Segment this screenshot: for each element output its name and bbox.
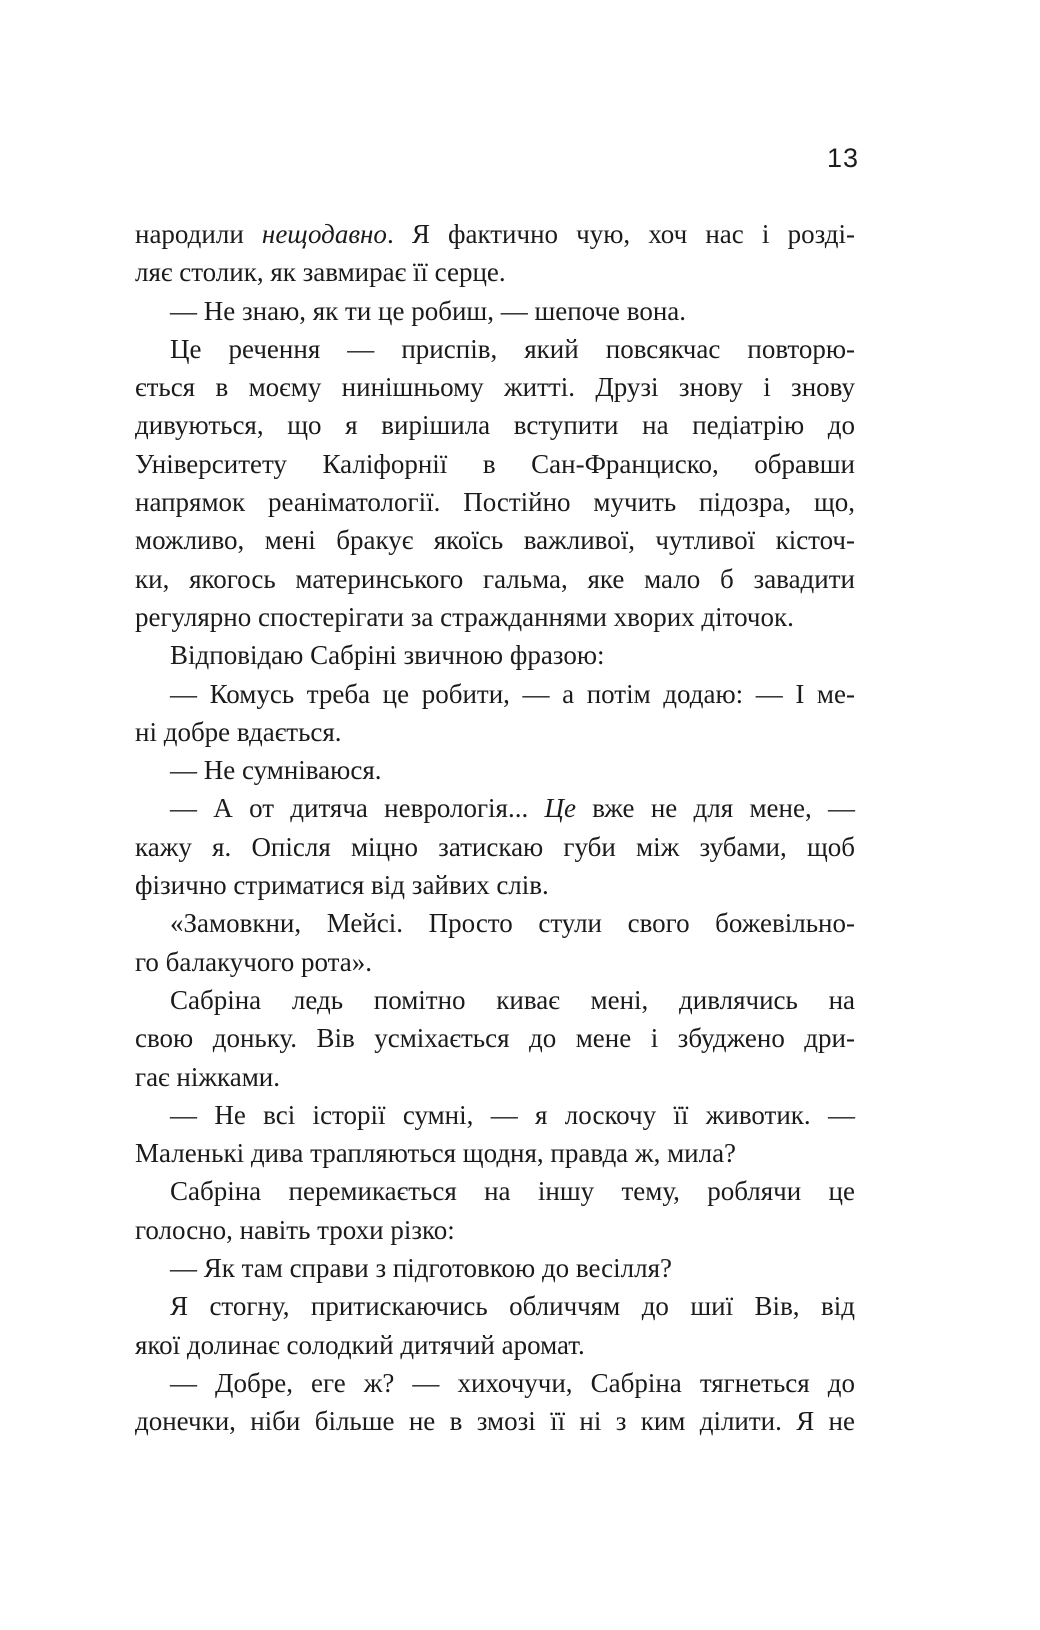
text-segment: . Я фактично чую, хоч нас і розді-	[386, 219, 855, 249]
text-line	[135, 1172, 855, 1210]
text-segment: Сабріна перемикається на іншу тему, роблячи це	[170, 1176, 855, 1207]
text-segment: донечки, ніби більше не в змозі її ні з ким ділити. Я не	[135, 1406, 855, 1437]
text-line	[135, 215, 855, 253]
italic-text-segment: нещодавно	[261, 219, 387, 249]
text-segment: — А от дитяча неврологія...	[170, 793, 545, 824]
text-line	[135, 598, 855, 636]
text-segment: — Комусь треба це робити, — а потім додаю: — І ме-	[170, 678, 855, 709]
text-line	[135, 368, 855, 406]
text-segment: го балакучого рота».	[135, 946, 373, 977]
text-segment: регулярно спостерігати за стражданнями хворих діточок.	[135, 601, 794, 632]
text-line	[135, 636, 855, 674]
text-segment: ки, якогось материнського гальма, яке мало б завадити	[135, 563, 855, 594]
text-line	[135, 1402, 855, 1440]
text-line	[135, 1134, 855, 1172]
text-line	[135, 1287, 855, 1325]
text-line	[135, 866, 855, 904]
text-line	[135, 1249, 855, 1287]
text-segment: вже не для мене, —	[576, 793, 855, 824]
text-line	[135, 1364, 855, 1402]
text-segment: якої долинає солодкий дитячий аромат.	[135, 1329, 585, 1360]
text-segment: Сабріна ледь помітно киває мені, дивлячись на	[170, 984, 855, 1015]
text-line	[135, 560, 855, 598]
text-line	[135, 1211, 855, 1249]
text-line	[135, 751, 855, 789]
text-segment: голосно, навіть трохи різко:	[135, 1214, 455, 1245]
text-segment: дивуються, що я вирішила вступити на педіатрію до	[135, 410, 855, 441]
text-line	[135, 253, 855, 291]
text-segment: Відповідаю Сабріні звичною фразою:	[170, 640, 605, 671]
text-segment: — Не сумніваюся.	[170, 755, 382, 786]
text-segment: Маленькі дива трапляються щодня, правда ж, мила?	[135, 1138, 737, 1169]
text-line	[135, 981, 855, 1019]
text-line	[135, 445, 855, 483]
text-segment: — Не знаю, як ти це робиш, — шепоче вона.	[170, 295, 687, 326]
text-line	[135, 1326, 855, 1364]
text-line	[135, 521, 855, 559]
text-segment: — Добре, еге ж? — хихочучи, Сабріна тягнеться до	[170, 1367, 855, 1398]
text-segment: — Не всі історії сумні, — я лоскочу її животик. —	[170, 1099, 855, 1130]
text-line	[135, 406, 855, 444]
text-segment: — Як там справи з підготовкою до весілля?	[170, 1253, 673, 1284]
text-segment: гає ніжками.	[135, 1061, 280, 1092]
text-segment: ляє столик, як завмирає її серце.	[135, 257, 506, 288]
text-segment: свою доньку. Вів усміхається до мене і збуджено дри-	[135, 1023, 855, 1054]
text-segment: можливо, мені бракує якоїсь важливої, чутливої кісточ-	[135, 525, 855, 556]
text-line	[135, 1058, 855, 1096]
text-segment: «Замовкни, Мейсі. Просто стули свого божевільно-	[170, 908, 855, 939]
text-line	[135, 904, 855, 942]
text-segment: Я стогну, притискаючись обличчям до шиї Вів, від	[170, 1291, 855, 1322]
text-line	[135, 943, 855, 981]
text-line	[135, 1019, 855, 1057]
text-segment: кажу я. Опісля міцно затискаю губи між зубами, щоб	[135, 831, 855, 862]
text-segment: напрямок реаніматології. Постійно мучить підозра, що,	[135, 487, 855, 518]
text-line	[135, 828, 855, 866]
text-line	[135, 292, 855, 330]
page-body	[135, 215, 855, 1441]
text-line	[135, 713, 855, 751]
text-line	[135, 1096, 855, 1134]
text-segment: Це речення — приспів, який повсякчас повторю-	[170, 333, 855, 364]
text-segment: ні добре вдається.	[135, 716, 342, 747]
text-segment: народили	[135, 219, 262, 249]
text-segment: ється в моєму нинішньому житті. Друзі знову і знову	[135, 372, 855, 403]
text-line	[135, 789, 855, 827]
italic-text-segment: Це	[544, 793, 576, 824]
page-number: 13	[826, 143, 859, 173]
text-segment: Університету Каліфорнії в Сан-Франциско, обравши	[135, 448, 855, 479]
text-line	[135, 483, 855, 521]
text-line	[135, 675, 855, 713]
text-line	[135, 330, 855, 368]
text-segment: фізично стриматися від зайвих слів.	[135, 870, 549, 901]
